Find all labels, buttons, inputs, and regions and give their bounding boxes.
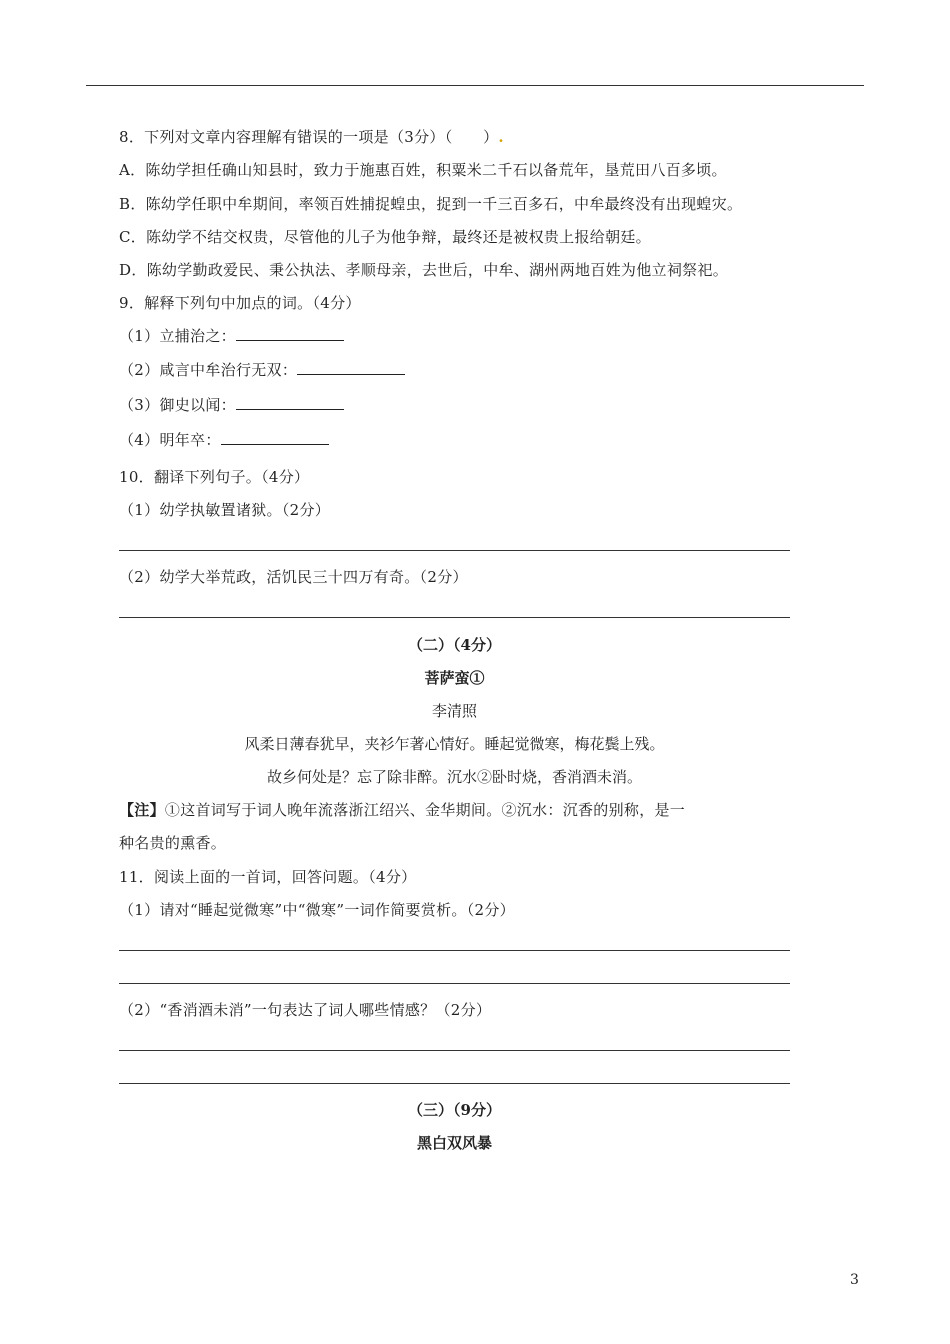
q8-dot: . xyxy=(498,128,504,146)
answer-line[interactable] xyxy=(119,1083,790,1084)
header-rule xyxy=(86,85,864,86)
note-label: 【注】 xyxy=(119,801,165,819)
q10-stem: 10．翻译下列句子。（4分） xyxy=(119,468,310,486)
poem-title: 菩萨蛮① xyxy=(424,669,485,687)
poem-line-2: 故乡何处是？忘了除非醉。沉水②卧时烧，香消酒未消。 xyxy=(266,768,642,786)
poem-author: 李清照 xyxy=(431,702,477,720)
q11-item-1: （1）请对“睡起觉微寒”中“微寒”一词作简要赏析。（2分） xyxy=(119,901,515,919)
q9-stem: 9．解释下列句中加点的词。（4分） xyxy=(119,294,361,312)
poem-note-cont: 种名贵的熏香。 xyxy=(119,834,227,852)
q8-option-b: B．陈幼学任职中牟期间，率领百姓捕捉蝗虫，捉到一千三百多石，中牟最终没有出现蝗灾。 xyxy=(119,195,743,213)
answer-line[interactable] xyxy=(119,983,790,984)
q9-item-4: （4）明年卒： xyxy=(119,430,329,450)
q8-stem: 8．下列对文章内容理解有错误的一项是（3分）（ ）. xyxy=(119,128,504,146)
section2-heading: （二）（4分） xyxy=(408,636,501,654)
q8-option-a: A．陈幼学担任确山知县时，致力于施惠百姓，积粟米二千石以备荒年，垦荒田八百多顷。 xyxy=(119,161,727,179)
q10-item-2: （2）幼学大举荒政，活饥民三十四万有奇。（2分） xyxy=(119,568,468,586)
q10-item-1: （1）幼学执敏置诸狱。（2分） xyxy=(119,501,331,519)
q8-option-d: D．陈幼学勤政爱民、秉公执法、孝顺母亲，去世后，中牟、湖州两地百姓为他立祠祭祀。 xyxy=(119,261,729,279)
answer-blank[interactable] xyxy=(221,430,329,445)
answer-line[interactable] xyxy=(119,950,790,951)
answer-blank[interactable] xyxy=(297,360,405,375)
answer-line[interactable] xyxy=(119,617,790,618)
section3-heading: （三）（9分） xyxy=(408,1101,501,1119)
answer-line[interactable] xyxy=(119,550,790,551)
answer-blank[interactable] xyxy=(236,326,344,341)
answer-line[interactable] xyxy=(119,1050,790,1051)
q9-item-3: （3）御史以闻： xyxy=(119,395,344,415)
q11-item-2: （2）“香消酒未消”一句表达了词人哪些情感？（2分） xyxy=(119,1001,492,1019)
q11-stem: 11．阅读上面的一首词，回答问题。（4分） xyxy=(119,868,417,886)
poem-note: 【注】①这首词写于词人晚年流落浙江绍兴、金华期间。②沉水：沉香的别称，是一 xyxy=(119,801,686,819)
poem-line-1: 风柔日薄春犹早，夹衫乍著心情好。睡起觉微寒，梅花鬓上残。 xyxy=(244,735,665,753)
answer-blank[interactable] xyxy=(236,395,344,410)
q9-item-1: （1）立捕治之： xyxy=(119,326,344,346)
q8-option-c: C．陈幼学不结交权贵，尽管他的儿子为他争辩，最终还是被权贵上报给朝廷。 xyxy=(119,228,651,246)
page-number: 3 xyxy=(850,1272,859,1288)
q9-item-2: （2）咸言中牟治行无双： xyxy=(119,360,405,380)
section3-title: 黑白双风暴 xyxy=(416,1134,492,1152)
